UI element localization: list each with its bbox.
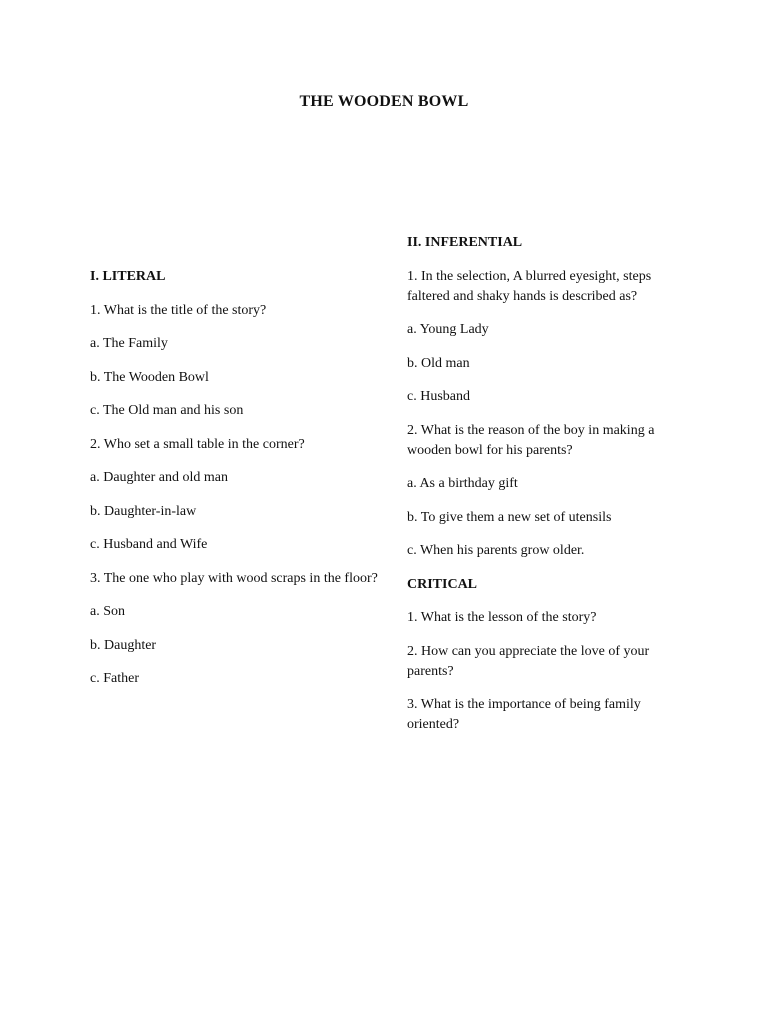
inferential-q1-option-c: c. Husband — [407, 389, 470, 404]
critical-question-3: 3. What is the importance of being family oriented? — [407, 697, 641, 732]
inferential-question-1: 1. In the selection, A blurred eyesight, steps faltered and shaky hands is described as? — [407, 268, 652, 304]
inferential-critical-section — [407, 233, 692, 749]
critical-question-1: 1. What is the lesson of the story? — [407, 610, 597, 625]
literal-q1-option-b: b. The Wooden Bowl — [90, 369, 209, 385]
inferential-q2-option-c: c. When his parents grow older. — [407, 543, 585, 558]
inferential-q1-option-a: a. Young Lady — [407, 322, 489, 337]
inferential-heading: II. INFERENTIAL — [407, 235, 523, 250]
literal-q2-option-b: b. Daughter-in-law — [90, 503, 197, 519]
literal-heading: I. LITERAL — [90, 269, 166, 284]
literal-q3-option-b: b. Daughter — [90, 637, 157, 653]
literal-q3-option-c: c. Father — [90, 671, 139, 686]
literal-question-1: 1. What is the title of the story? — [90, 302, 267, 318]
literal-q2-option-a: a. Daughter and old man — [90, 470, 229, 485]
inferential-question-2: 2. What is the reason of the boy in making a wooden bowl for his parents? — [407, 422, 655, 458]
literal-q3-option-a: a. Son — [90, 604, 125, 619]
inferential-q2-option-b: b. To give them a new set of utensils — [407, 509, 612, 525]
literal-q1-option-a: a. The Family — [90, 336, 168, 351]
critical-heading: CRITICAL — [407, 576, 478, 592]
literal-question-3: 3. The one who play with wood scraps in the floor? — [90, 570, 378, 586]
literal-section — [90, 267, 390, 703]
literal-q2-option-c: c. Husband and Wife — [90, 537, 208, 552]
literal-q1-option-c: c. The Old man and his son — [90, 403, 244, 418]
inferential-q1-option-b: b. Old man — [407, 355, 470, 371]
literal-question-2: 2. Who set a small table in the corner? — [90, 436, 305, 452]
inferential-q2-option-a: a. As a birthday gift — [407, 476, 518, 491]
critical-question-2: 2. How can you appreciate the love of your parents? — [407, 643, 650, 679]
document-title: THE WOODEN BOWL — [299, 93, 469, 110]
